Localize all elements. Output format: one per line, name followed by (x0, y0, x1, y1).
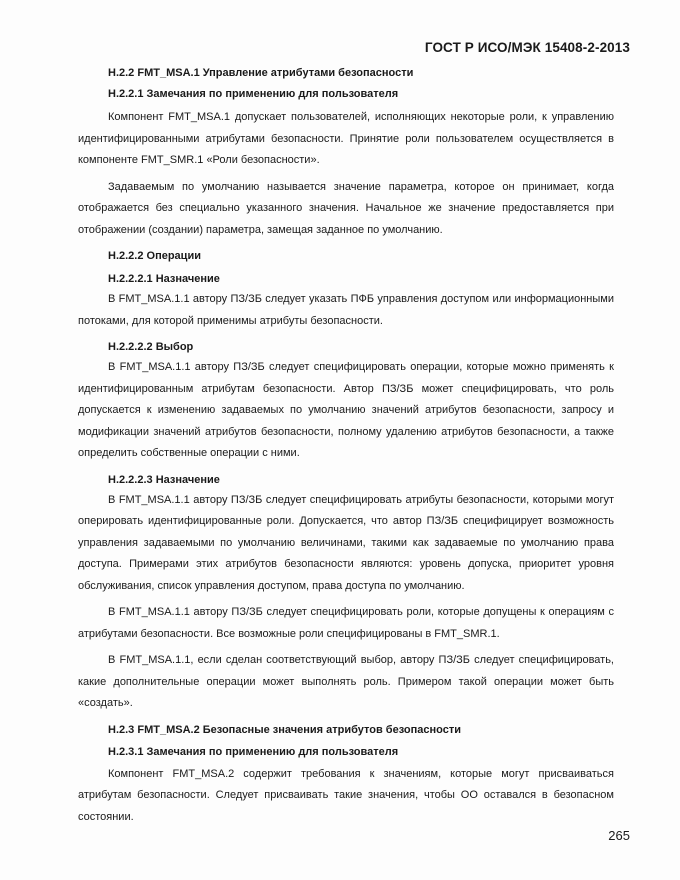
page-content (78, 64, 614, 828)
section-heading-h-2-2: H.2.2 FMT_MSA.1 Управление атрибутами безопасности (108, 67, 414, 79)
paragraph: В FMT_MSA.1.1, если сделан соответствующий выбор, автору ПЗ/ЗБ следует специфицировать, какие дополнительные операции может выполнять роль. Примером такой операции может быть «создать». (78, 654, 614, 709)
subsection-heading-h-2-2-2-2: H.2.2.2.2 Выбор (108, 341, 194, 353)
paragraph: В FMT_MSA.1.1 автору ПЗ/ЗБ следует указать ПФБ управления доступом или информационными потоками, для которой применимы атрибуты безопасности. (78, 293, 614, 327)
paragraph: Компонент FMT_MSA.1 допускает пользователей, исполняющих некоторые роли, к управлению идентифицированными атрибутами безопасности. Принятие роли пользователем осуществляется в компоненте FMT_SMR.1 «Роли безопасности». (78, 111, 614, 166)
standard-header: ГОСТ Р ИСО/МЭК 15408-2-2013 (424, 40, 630, 55)
page-number: 265 (608, 828, 630, 843)
subsection-heading-h-2-2-1: H.2.2.1 Замечания по применению для пользователя (108, 88, 399, 100)
paragraph: Компонент FMT_MSA.2 содержит требования к значениям, которые могут присваиваться атрибутам безопасности. Следует присваивать такие значения, чтобы ОО оставался в безопасном состоянии. (78, 767, 614, 823)
subsection-heading-h-2-2-2-1: H.2.2.2.1 Назначение (108, 273, 220, 285)
paragraph: В FMT_MSA.1.1 автору ПЗ/ЗБ следует специфицировать операции, которые можно применять к идентифицированным атрибутам безопасности. Автор ПЗ/ЗБ может специфицировать, что роль допускается к изменению задаваемых по умолчанию значений атрибутов безопасности, запросу и модификации значений атрибутов безопасности, полному удалению атрибутов безопасности, а также определить собственные операции с ними. (78, 361, 614, 459)
subsection-heading-h-2-2-2: H.2.2.2 Операции (108, 250, 201, 262)
paragraph: В FMT_MSA.1.1 автору ПЗ/ЗБ следует специфицировать атрибуты безопасности, которыми могут оперировать идентифицированные роли. Допускается, что автор ПЗ/ЗБ специфицирует возможность управления задаваемыми по умолчанию величинами, такими как задаваемые по умолчанию права доступа. Примерами этих атрибутов безопасности являются: уровень допуска, приоритет уровня обслуживания, список управления доступом, права доступа по умолчанию. (78, 493, 614, 592)
section-heading-h-2-3: H.2.3 FMT_MSA.2 Безопасные значения атрибутов безопасности (108, 723, 461, 736)
paragraph: Задаваемым по умолчанию называется значение параметра, которое он принимает, когда отображается без специально указанного значения. Начальное же значение предоставляется при отображении (создании) параметра, замещая заданное по умолчанию. (78, 180, 614, 236)
paragraph: В FMT_MSA.1.1 автору ПЗ/ЗБ следует специфицировать роли, которые допущены к операциям с атрибутами безопасности. Все возможные роли специфицированы в FMT_SMR.1. (78, 606, 614, 640)
subsection-heading-h-2-3-1: H.2.3.1 Замечания по применению для пользователя (108, 745, 399, 758)
subsection-heading-h-2-2-2-3: H.2.2.2.3 Назначение (108, 473, 220, 486)
